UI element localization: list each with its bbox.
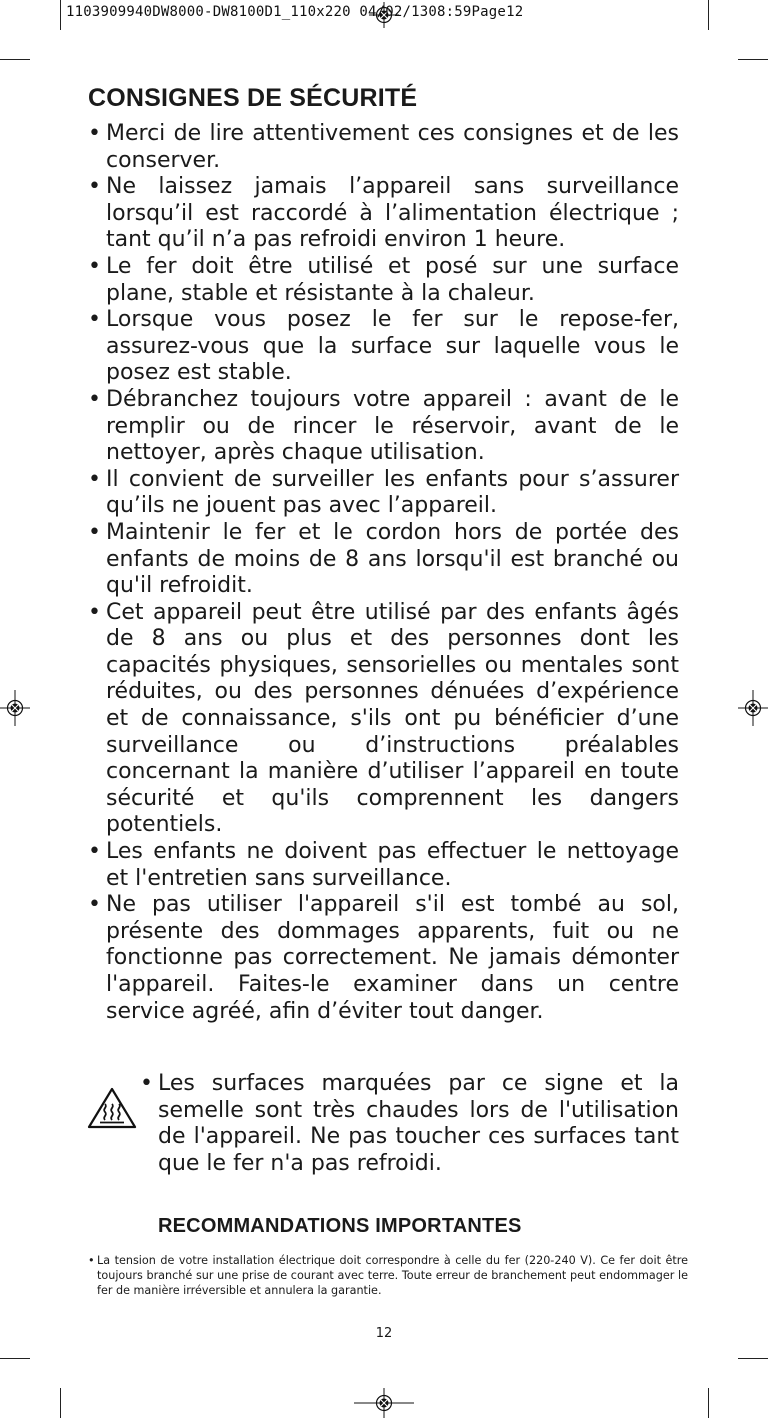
crop-mark-bottom-left-h [0, 1358, 30, 1359]
crop-mark-top-right-v [708, 0, 709, 30]
crop-mark-bottom-right-v [708, 1388, 709, 1418]
crop-mark-bottom-left-v [60, 1388, 61, 1418]
list-item-text: Débranchez toujours votre appareil : avant de le remplir ou de rincer le réservoir, avant de le nettoyer, après chaque utilisation. [106, 386, 679, 466]
list-item-text: Lorsque vous posez le fer sur le repose-fer, assurez-vous que la surface sur laquelle vous le posez est stable. [106, 307, 679, 386]
crop-mark-top-right-h [738, 59, 768, 60]
bullet: • [88, 839, 101, 865]
list-item-text: Il convient de surveiller les enfants pour s’assurer qu’ils ne jouent pas avec l’appareil. [106, 466, 679, 519]
bullet: • [88, 386, 101, 412]
recommendation-note-text: La tension de votre installation électrique doit correspondre à celle du fer (220-240 V). Ce fer doit être toujours branché sur une prise de courant avec terre. Toute erreur de branchement peut endommager le fer de manière irréversible et annulera la garantie. [97, 1254, 688, 1297]
list-item-text: Les enfants ne doivent pas effectuer le nettoyage et l'entretien sans surveillance. [106, 839, 679, 891]
list-item [88, 174, 679, 254]
hot-surface-warning-icon [86, 1086, 138, 1130]
list-item [88, 892, 679, 1025]
registration-mark-bottom-icon [354, 1388, 414, 1418]
bullet: • [88, 1254, 95, 1267]
crop-mark-top-left-v [60, 0, 61, 30]
list-item-text: Maintenir le fer et le cordon hors de portée des enfants de moins de 8 ans lorsqu'il est branché ou qu'il refroidit. [106, 519, 679, 599]
page-title: CONSIGNES DE SÉCURITÉ [88, 84, 418, 112]
list-item-text: Merci de lire attentivement ces consignes et de les conserver. [106, 121, 679, 173]
list-item [88, 121, 679, 174]
bullet: • [88, 121, 101, 146]
list-item-text: Le fer doit être utilisé et posé sur une surface plane, stable et résistante à la chaleur. [106, 253, 679, 306]
bullet: • [88, 253, 101, 279]
bullet: • [140, 1071, 153, 1096]
list-item-text: Ne pas utiliser l'appareil s'il est tombé au sol, présente des dommages apparents, fuit ou ne fonctionne pas correctement. Ne jamais démonter l'appareil. Faites-le examiner dans un centre service agréé, afin d’éviter tout danger. [106, 892, 679, 1024]
crop-mark-bottom-right-h [738, 1358, 768, 1359]
bullet: • [88, 466, 101, 492]
list-item [88, 254, 679, 307]
list-item-text: Cet appareil peut être utilisé par des enfants âgés de 8 ans ou plus et des personnes dont les capacités physiques, sensorielles ou mentales sont réduites, ou des personnes dénuées d’expérience et de connaissance, s'ils ont pu bénéficier d’une surveillance ou d’instructions préalables concernant la manière d’utiliser l’appareil en toute sécurité et qu'ils comprennent les dangers potentiels. [106, 599, 679, 838]
bullet: • [88, 892, 101, 918]
list-item [88, 387, 679, 467]
section-heading: RECOMMANDATIONS IMPORTANTES [158, 1215, 522, 1237]
bullet: • [88, 174, 101, 200]
print-slug: 1103909940DW8000-DW8100D1_110x220 04/02/1308:59Page12 [66, 4, 524, 20]
page-number: 12 [375, 1326, 393, 1341]
registration-mark-right-icon [738, 690, 768, 726]
bullet: • [88, 307, 101, 333]
list-item [88, 520, 679, 600]
hot-surface-warning [140, 1071, 679, 1177]
list-item [88, 307, 679, 387]
list-item-text: Ne laissez jamais l’appareil sans surveillance lorsqu’il est raccordé à l’alimentation électrique ; tant qu’il n’a pas refroidi environ 1 heure. [106, 174, 679, 253]
registration-mark-left-icon [0, 690, 30, 726]
list-item [88, 467, 679, 520]
crop-mark-top-left-h [0, 59, 30, 60]
safety-list [88, 121, 679, 1025]
recommendation-note [88, 1253, 688, 1298]
bullet: • [88, 599, 101, 625]
list-item [140, 1071, 679, 1177]
list-item [88, 600, 679, 839]
bullet: • [88, 519, 101, 545]
list-item [88, 839, 679, 892]
hot-surface-text: Les surfaces marquées par ce signe et la semelle sont très chaudes lors de l'utilisation de l'appareil. Ne pas toucher ces surfaces tant que le fer n'a pas refroidi. [158, 1071, 679, 1176]
